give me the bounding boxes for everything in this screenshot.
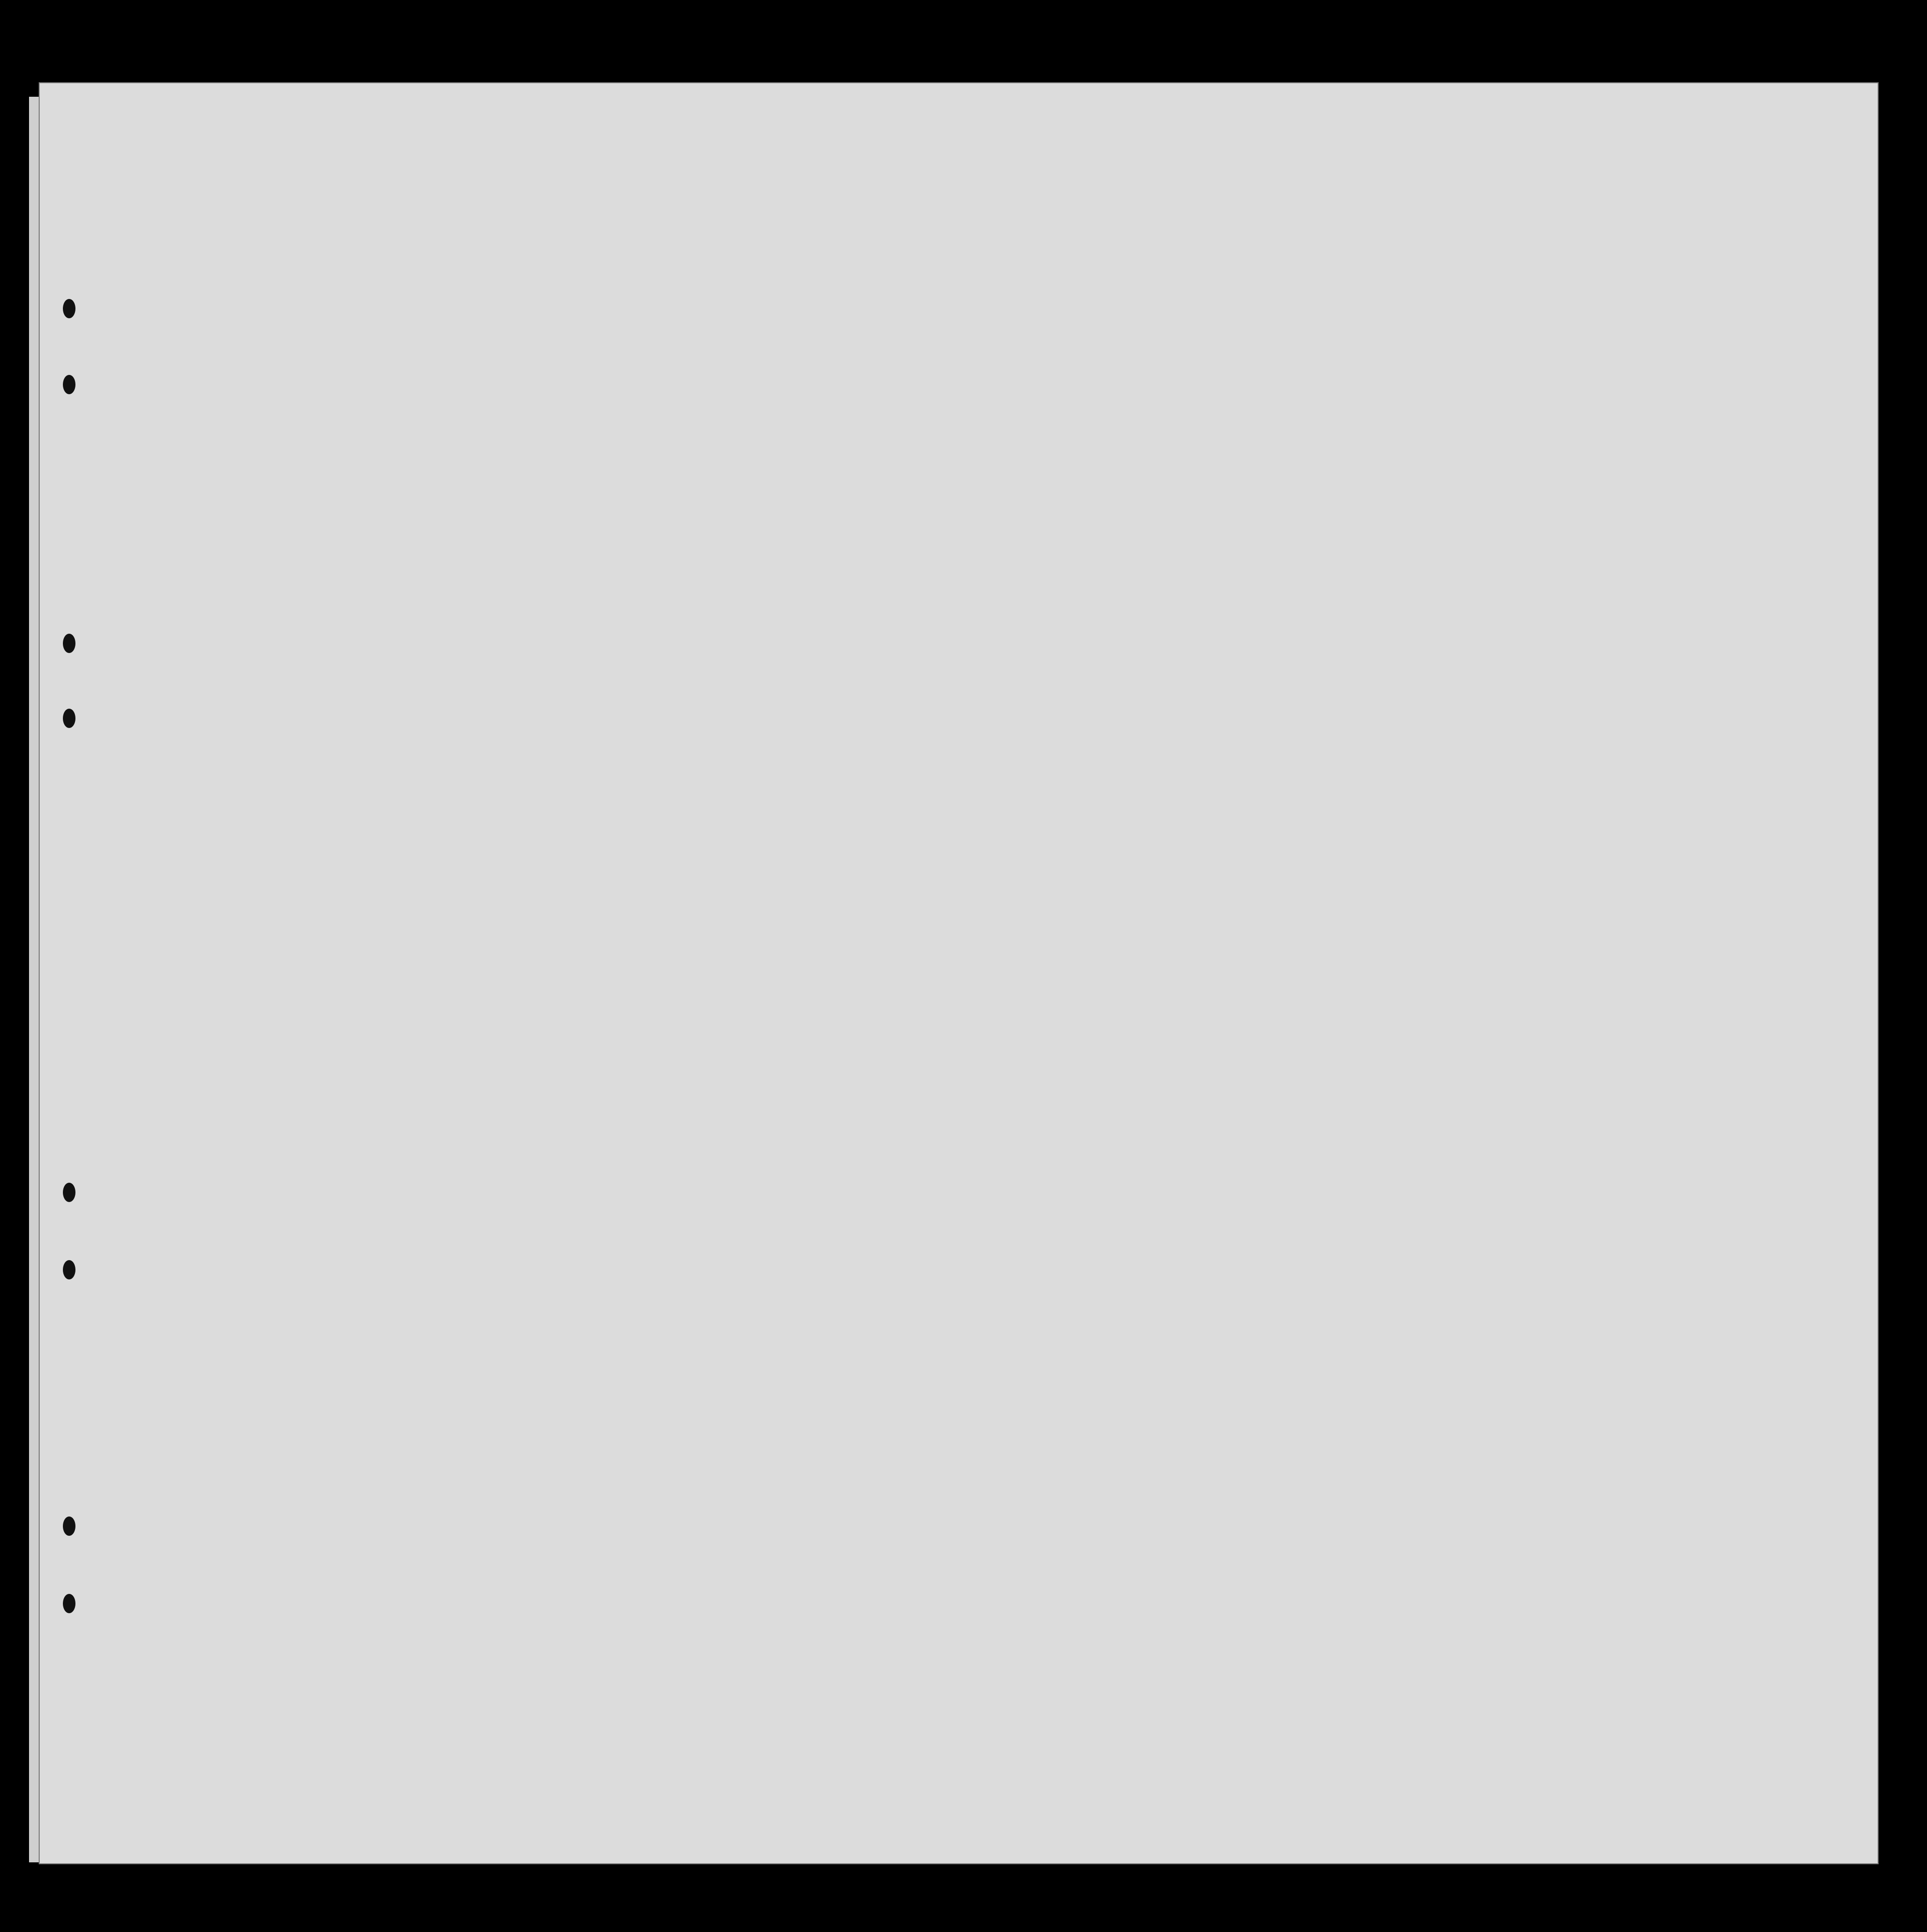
header-return-intent xyxy=(1100,368,1139,474)
header-ticket xyxy=(568,356,593,472)
header-money xyxy=(687,356,712,472)
header-q28 xyxy=(1330,356,1374,474)
header-q29 xyxy=(1379,356,1415,474)
header-q30 xyxy=(1424,356,1451,474)
header-feet xyxy=(1574,450,1589,479)
header-polygamist xyxy=(1278,356,1298,474)
header-length-stay xyxy=(1146,368,1180,474)
header-inches xyxy=(1599,440,1613,479)
header-prison xyxy=(1247,356,1274,474)
header-citizen-intent xyxy=(1214,368,1243,474)
header-anarchist xyxy=(1305,356,1324,474)
